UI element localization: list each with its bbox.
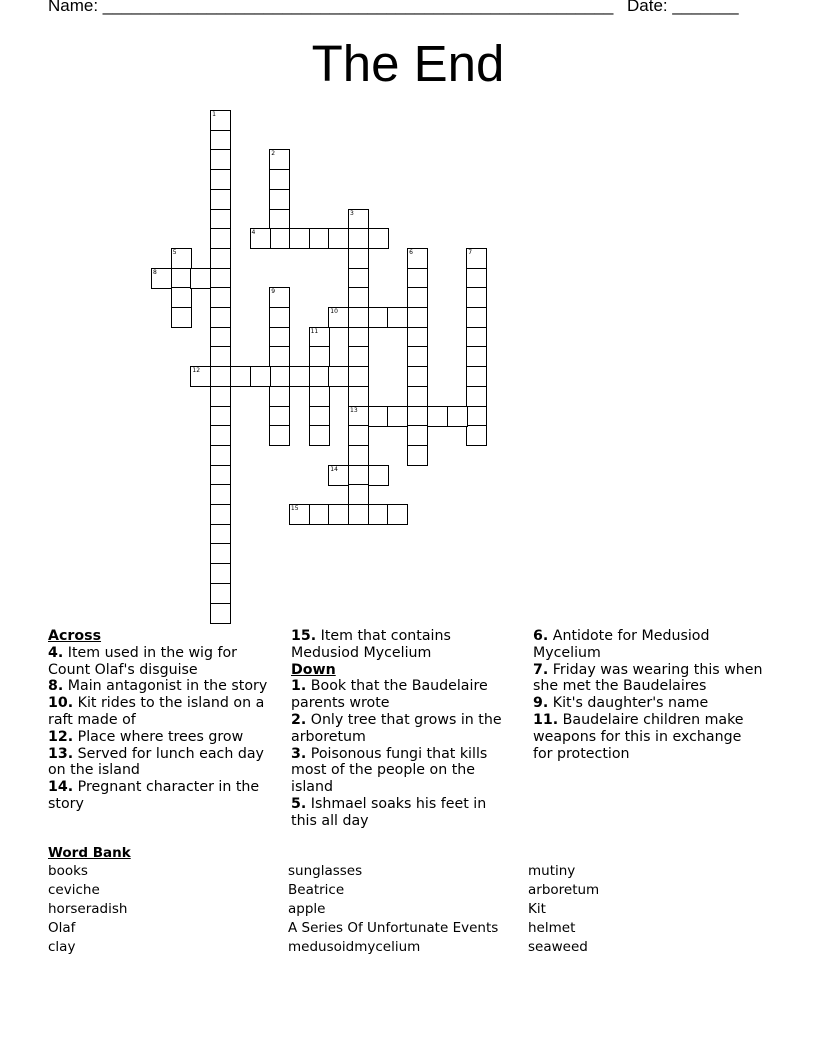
- word-bank-item: Beatrice: [288, 882, 345, 898]
- across-heading: Across: [48, 628, 102, 644]
- crossword-cell[interactable]: [328, 465, 349, 486]
- clue-number: 13.: [48, 745, 74, 762]
- crossword-cell[interactable]: [210, 465, 231, 486]
- clue-across-8: [48, 678, 276, 695]
- crossword-cell[interactable]: [387, 406, 408, 427]
- crossword-cell[interactable]: [348, 465, 369, 486]
- crossword-cell[interactable]: [328, 366, 349, 387]
- crossword-cell[interactable]: [407, 346, 428, 367]
- clue-text: Pregnant character in the story: [48, 779, 260, 812]
- clue-text: Book that the Baudelaire parents wrote: [291, 678, 488, 712]
- clue-text: Poisonous fungi that kills most of the people on the island: [291, 745, 488, 796]
- crossword-cell[interactable]: [269, 189, 290, 210]
- clue-down-1: [291, 678, 503, 712]
- clue-text: Ishmael soaks his feet in this all day: [291, 795, 487, 829]
- clue-across-12: [48, 729, 276, 746]
- crossword-cell[interactable]: [407, 248, 428, 269]
- crossword-cell[interactable]: [210, 346, 231, 367]
- clue-number: 12.: [48, 728, 74, 745]
- crossword-cell[interactable]: [348, 445, 369, 466]
- cell-number: 5: [172, 248, 177, 256]
- crossword-cell[interactable]: [269, 327, 290, 348]
- crossword-cell[interactable]: [466, 268, 487, 289]
- crossword-cell[interactable]: [309, 386, 330, 407]
- crossword-cell[interactable]: [210, 524, 231, 545]
- crossword-cell[interactable]: [210, 228, 231, 249]
- crossword-cell[interactable]: [269, 149, 290, 170]
- crossword-cell[interactable]: [309, 327, 330, 348]
- crossword-cell[interactable]: [466, 327, 487, 348]
- crossword-cell[interactable]: [269, 228, 290, 249]
- crossword-cell[interactable]: [348, 406, 369, 427]
- crossword-cell[interactable]: [427, 406, 448, 427]
- crossword-cell[interactable]: [348, 287, 369, 308]
- clue-across-14: [48, 779, 276, 813]
- crossword-cell[interactable]: [348, 307, 369, 328]
- crossword-cell[interactable]: [407, 307, 428, 328]
- crossword-cell[interactable]: [210, 248, 231, 269]
- crossword-cell[interactable]: [387, 307, 408, 328]
- crossword-cell[interactable]: [368, 307, 389, 328]
- crossword-cell[interactable]: [466, 425, 487, 446]
- crossword-cell[interactable]: [210, 484, 231, 505]
- word-bank-column-3: [528, 862, 599, 957]
- crossword-cell[interactable]: [348, 386, 369, 407]
- cell-number: 13: [350, 406, 358, 414]
- crossword-cell[interactable]: [230, 366, 251, 387]
- crossword-cell[interactable]: [309, 366, 330, 387]
- crossword-cell[interactable]: [210, 603, 231, 624]
- clue-across-15: [291, 628, 503, 662]
- crossword-cell[interactable]: [289, 366, 310, 387]
- cell-number: 9: [271, 288, 276, 296]
- crossword-cell[interactable]: [190, 366, 211, 387]
- word-bank-item: Kit: [528, 901, 546, 917]
- cell-number: 14: [330, 465, 338, 473]
- crossword-cell[interactable]: [348, 209, 369, 230]
- cell-number: 3: [350, 209, 354, 217]
- crossword-cell[interactable]: [348, 484, 369, 505]
- crossword-cell[interactable]: [151, 268, 172, 289]
- clue-text: Served for lunch each day on the island: [48, 745, 264, 779]
- word-bank-item: ceviche: [48, 882, 100, 898]
- clue-number: 5.: [291, 795, 307, 812]
- crossword-cell[interactable]: [269, 346, 290, 367]
- crossword-cell[interactable]: [210, 543, 231, 564]
- cell-number: 8: [153, 268, 157, 276]
- word-bank-item: medusoidmycelium: [288, 939, 421, 955]
- crossword-cell[interactable]: [368, 504, 389, 525]
- crossword-cell[interactable]: [171, 307, 192, 328]
- crossword-cell[interactable]: [269, 406, 290, 427]
- crossword-cell[interactable]: [348, 366, 369, 387]
- crossword-cell[interactable]: [466, 386, 487, 407]
- word-bank-item: arboretum: [528, 882, 600, 898]
- crossword-cell[interactable]: [210, 366, 231, 387]
- crossword-cell[interactable]: [447, 406, 468, 427]
- clue-number: 8.: [48, 678, 64, 695]
- cell-number: 15: [290, 505, 299, 512]
- crossword-cell[interactable]: [210, 149, 231, 170]
- crossword-cell[interactable]: [250, 228, 271, 249]
- crossword-cell[interactable]: [387, 504, 408, 525]
- crossword-cell[interactable]: [210, 209, 231, 230]
- crossword-cell[interactable]: [407, 287, 428, 308]
- crossword-cell[interactable]: [210, 406, 231, 427]
- word-bank-item: mutiny: [528, 863, 576, 879]
- clue-text: Item used in the wig for Count Olaf's disguise: [48, 644, 238, 678]
- crossword-cell[interactable]: [210, 268, 231, 289]
- crossword-cell[interactable]: [190, 268, 211, 289]
- crossword-cell[interactable]: [210, 130, 231, 151]
- clue-text: Item that contains Medusiod Mycelium: [291, 628, 451, 661]
- word-bank-column-2: [288, 862, 498, 957]
- crossword-cell[interactable]: [210, 110, 231, 131]
- crossword-cell[interactable]: [269, 169, 290, 190]
- clue-number: 6.: [533, 628, 549, 644]
- clue-number: 10.: [48, 695, 74, 712]
- clue-text: Place where trees grow: [73, 728, 244, 745]
- clue-text: Only tree that grows in the arboretum: [291, 711, 502, 745]
- crossword-cell[interactable]: [466, 366, 487, 387]
- crossword-cell[interactable]: [269, 287, 290, 308]
- clues-column-2: [291, 628, 503, 830]
- clue-across-4: [48, 645, 276, 679]
- cell-number: 6: [409, 248, 413, 256]
- crossword-cell[interactable]: [348, 248, 369, 269]
- crossword-cell[interactable]: [348, 504, 369, 525]
- crossword-cell[interactable]: [309, 504, 330, 525]
- crossword-cell[interactable]: [309, 228, 330, 249]
- crossword-cell[interactable]: [348, 228, 369, 249]
- word-bank-item: A Series Of Unfortunate Events: [288, 920, 499, 936]
- clue-number: 4.: [48, 644, 64, 661]
- clue-down-6: [533, 628, 763, 662]
- crossword-cell[interactable]: [466, 248, 487, 269]
- crossword-cell[interactable]: [348, 425, 369, 446]
- crossword-cell[interactable]: [407, 327, 428, 348]
- clue-number: 11.: [533, 711, 559, 728]
- crossword-cell[interactable]: [210, 386, 231, 407]
- cell-number: 7: [468, 248, 473, 256]
- cell-number: 12: [192, 367, 201, 375]
- crossword-cell[interactable]: [269, 209, 290, 230]
- crossword-cell[interactable]: [368, 465, 389, 486]
- crossword-cell[interactable]: [466, 287, 487, 308]
- crossword-cell[interactable]: [210, 425, 231, 446]
- clue-number: 15.: [291, 628, 317, 644]
- word-bank-title: Word Bank: [48, 845, 131, 861]
- clue-number: 14.: [48, 779, 74, 796]
- clue-number: 9.: [533, 695, 549, 712]
- clue-number: 3.: [291, 745, 307, 762]
- clue-down-3: [291, 746, 503, 796]
- crossword-cell[interactable]: [407, 425, 428, 446]
- crossword-cell[interactable]: [309, 425, 330, 446]
- clue-text: Kit rides to the island on a raft made of: [48, 695, 265, 728]
- crossword-cell[interactable]: [210, 563, 231, 584]
- crossword-cell[interactable]: [348, 268, 369, 289]
- crossword-cell[interactable]: [328, 307, 349, 328]
- crossword-cell[interactable]: [269, 425, 290, 446]
- crossword-cell[interactable]: [210, 445, 231, 466]
- clue-number: 1.: [291, 678, 307, 695]
- crossword-cell[interactable]: [368, 406, 389, 427]
- crossword-cell[interactable]: [309, 346, 330, 367]
- crossword-cell[interactable]: [407, 406, 428, 427]
- clue-number: 7.: [533, 661, 549, 678]
- crossword-cell[interactable]: [407, 366, 428, 387]
- clues-column-1: [48, 628, 276, 813]
- crossword-cell[interactable]: [250, 366, 271, 387]
- page-title: The End: [311, 35, 505, 92]
- crossword-cell[interactable]: [289, 228, 310, 249]
- word-bank-item: books: [48, 863, 88, 879]
- clue-text: Antidote for Medusiod Mycelium: [533, 628, 710, 661]
- clue-down-11: [533, 712, 763, 762]
- crossword-cell[interactable]: [269, 307, 290, 328]
- clue-down-2: [291, 712, 503, 746]
- down-heading: Down: [291, 661, 336, 678]
- clue-text: Baudelaire children make weapons for this in exchange for protection: [533, 711, 744, 762]
- crossword-cell[interactable]: [407, 386, 428, 407]
- crossword-cell[interactable]: [210, 583, 231, 604]
- crossword-cell[interactable]: [289, 504, 310, 525]
- clue-down-7: [533, 662, 763, 696]
- word-bank-item: clay: [48, 939, 76, 955]
- crossword-cell[interactable]: [407, 445, 428, 466]
- crossword-cell[interactable]: [210, 504, 231, 525]
- crossword-cell[interactable]: [368, 228, 389, 249]
- crossword-cell[interactable]: [210, 307, 231, 328]
- cell-number: 4: [251, 229, 256, 237]
- crossword-cell[interactable]: [328, 228, 349, 249]
- clues-column-3: [533, 628, 763, 762]
- crossword-cell[interactable]: [171, 248, 192, 269]
- clue-down-9: [533, 695, 763, 712]
- word-bank-item: apple: [288, 901, 326, 917]
- crossword-cell[interactable]: [309, 406, 330, 427]
- crossword-cell[interactable]: [210, 169, 231, 190]
- crossword-cell[interactable]: [407, 268, 428, 289]
- date-field[interactable]: Date: _______: [627, 0, 739, 15]
- clue-across-13: [48, 746, 276, 780]
- clue-down-5: [291, 796, 503, 830]
- crossword-cell[interactable]: [466, 406, 487, 427]
- crossword-cell[interactable]: [269, 386, 290, 407]
- crossword-cell[interactable]: [348, 346, 369, 367]
- crossword-cell[interactable]: [348, 327, 369, 348]
- cell-number: 1: [212, 111, 216, 118]
- word-bank-item: horseradish: [48, 901, 128, 917]
- crossword-cell[interactable]: [269, 366, 290, 387]
- clue-text: Kit's daughter's name: [548, 695, 709, 712]
- cell-number: 11: [310, 327, 319, 335]
- clue-number: 2.: [291, 711, 307, 728]
- clue-text: Friday was wearing this when she met the Baudelaires: [533, 661, 763, 695]
- name-field[interactable]: Name: ______________________________________________________: [48, 0, 614, 15]
- crossword-cell[interactable]: [466, 346, 487, 367]
- crossword-cell[interactable]: [466, 307, 487, 328]
- word-bank-item: seaweed: [528, 939, 588, 955]
- crossword-cell[interactable]: [328, 504, 349, 525]
- word-bank-column-1: [48, 862, 127, 957]
- cell-number: 2: [271, 150, 276, 158]
- crossword-cell[interactable]: [171, 268, 192, 289]
- crossword-cell[interactable]: [171, 287, 192, 308]
- word-bank-item: sunglasses: [288, 863, 363, 879]
- cell-number: 10: [330, 308, 338, 315]
- word-bank-item: Olaf: [48, 920, 76, 936]
- crossword-cell[interactable]: [210, 327, 231, 348]
- clue-text: Main antagonist in the story: [63, 678, 268, 695]
- crossword-cell[interactable]: [210, 287, 231, 308]
- clue-across-10: [48, 695, 276, 729]
- word-bank-item: helmet: [528, 920, 576, 936]
- crossword-cell[interactable]: [210, 189, 231, 210]
